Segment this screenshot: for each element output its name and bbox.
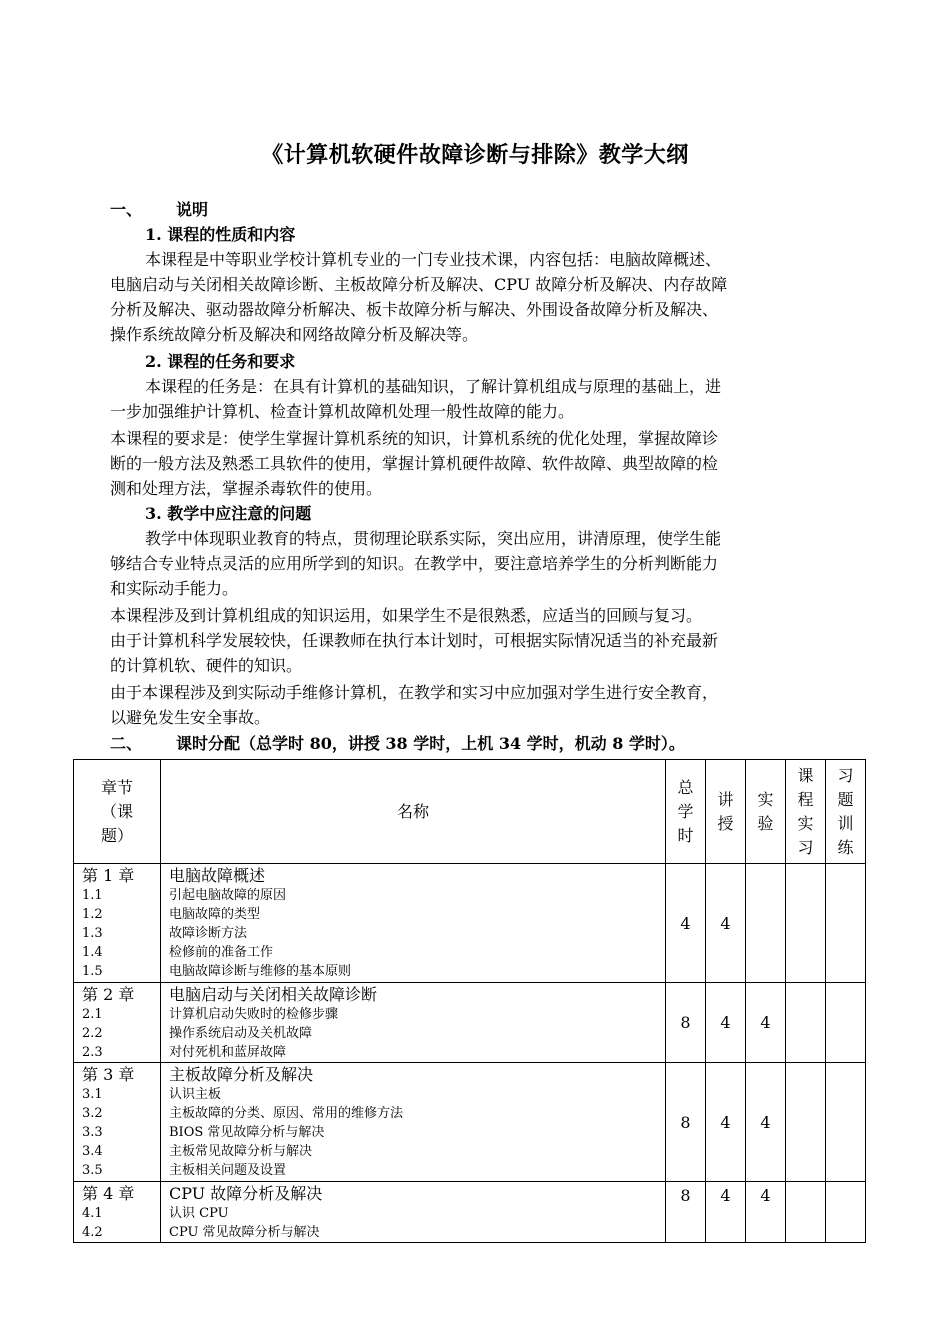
- name-cell: 电脑启动与关闭相关故障诊断 计算机启动失败时的检修步骤 操作系统启动及关机故障 对付死机和蓝屏故障: [161, 983, 666, 1063]
- paragraph-line: 本课程的任务是：在具有计算机的基础知识，了解计算机组成与原理的基础上，进: [145, 377, 722, 396]
- paragraph-line: 本课程是中等职业学校计算机专业的一门专业技术课，内容包括：电脑故障概述、: [145, 250, 722, 269]
- lecture-cell: 4: [706, 1182, 746, 1243]
- table-row: [74, 1182, 866, 1243]
- lab-cell: 4: [746, 1182, 786, 1243]
- lab-cell: [746, 864, 786, 983]
- document-title: 《计算机软硬件故障诊断与排除》教学大纲: [261, 142, 689, 168]
- header-lab: 实 验: [746, 760, 786, 864]
- paragraph-line: 以避免发生安全事故。: [110, 708, 271, 727]
- paragraph-line: 由于计算机科学发展较快，任课教师在执行本计划时，可根据实际情况适当的补充最新: [110, 631, 719, 650]
- section-1-label: 说明: [176, 200, 209, 219]
- exercise-cell: [826, 1063, 866, 1182]
- header-chapter: 章节 （课 题）: [74, 760, 161, 864]
- subsection-2-heading: 2. 课程的任务和要求: [145, 352, 296, 371]
- chapter-cell: 第 2 章 2.1 2.2 2.3: [74, 983, 161, 1063]
- paragraph-line: 本课程涉及到计算机组成的知识运用，如果学生不是很熟悉，应适当的回顾与复习。: [110, 606, 703, 625]
- section-2-heading: [110, 731, 850, 756]
- lecture-cell: 4: [706, 983, 746, 1063]
- paragraph-line: 和实际动手能力。: [110, 579, 239, 598]
- name-cell: 主板故障分析及解决 认识主板 主板故障的分类、原因、常用的维修方法 BIOS 常见故障分析与解决 主板常见故障分析与解决 主板相关问题及设置: [161, 1063, 666, 1182]
- practice-cell: [786, 983, 826, 1063]
- table-row: [74, 864, 866, 983]
- practice-cell: [786, 1182, 826, 1243]
- lab-cell: 4: [746, 1063, 786, 1182]
- exercise-cell: [826, 1182, 866, 1243]
- name-cell: 电脑故障概述 引起电脑故障的原因 电脑故障的类型 故障诊断方法 检修前的准备工作 电脑故障诊断与维修的基本原则: [161, 864, 666, 983]
- header-total-hours: 总 学 时: [666, 760, 706, 864]
- chapter-cell: 第 4 章 4.1 4.2: [74, 1182, 161, 1243]
- paragraph-line: 够结合专业特点灵活的应用所学到的知识。在教学中，要注意培养学生的分析判断能力: [110, 554, 719, 573]
- total-hours-cell: 8: [666, 983, 706, 1063]
- paragraph-line: 测和处理方法，掌握杀毒软件的使用。: [110, 479, 383, 498]
- header-course-practice: 课 程 实 习: [786, 760, 826, 864]
- paragraph-line: 的计算机软、硬件的知识。: [110, 656, 303, 675]
- paragraph-line: 本课程的要求是：使学生掌握计算机系统的知识，计算机系统的优化处理，掌握故障诊: [110, 429, 719, 448]
- lecture-cell: 4: [706, 1063, 746, 1182]
- header-name: 名称: [161, 760, 666, 864]
- section-1-heading: [110, 197, 850, 222]
- lab-cell: 4: [746, 983, 786, 1063]
- lecture-cell: 4: [706, 864, 746, 983]
- paragraph-line: 电脑启动与关闭相关故障诊断、主板故障分析及解决、CPU 故障分析及解决、内存故障: [110, 275, 728, 294]
- exercise-cell: [826, 983, 866, 1063]
- table-row: [74, 983, 866, 1063]
- section-2-label: 课时分配（总学时 80，讲授 38 学时，上机 34 学时，机动 8 学时）。: [176, 734, 685, 753]
- practice-cell: [786, 864, 826, 983]
- section-1-number: 一、: [110, 200, 143, 219]
- header-exercise: 习 题 训 练: [826, 760, 866, 864]
- paragraph-line: 操作系统故障分析及解决和网络故障分析及解决等。: [110, 325, 479, 344]
- practice-cell: [786, 1063, 826, 1182]
- exercise-cell: [826, 864, 866, 983]
- paragraph-line: 由于本课程涉及到实际动手维修计算机，在教学和实习中应加强对学生进行安全教育，: [110, 683, 719, 702]
- total-hours-cell: 8: [666, 1182, 706, 1243]
- table-row: [74, 1063, 866, 1182]
- chapter-cell: 第 1 章 1.1 1.2 1.3 1.4 1.5: [74, 864, 161, 983]
- subsection-3-heading: 3. 教学中应注意的问题: [145, 504, 312, 523]
- total-hours-cell: 4: [666, 864, 706, 983]
- table-header-row: [74, 760, 866, 864]
- name-cell: CPU 故障分析及解决 认识 CPU CPU 常见故障分析与解决: [161, 1182, 666, 1243]
- paragraph-line: 一步加强维护计算机、检查计算机故障机处理一般性故障的能力。: [110, 402, 575, 421]
- paragraph-line: 断的一般方法及熟悉工具软件的使用，掌握计算机硬件故障、软件故障、典型故障的检: [110, 454, 719, 473]
- section-2-number: 二、: [110, 734, 143, 753]
- subsection-1-heading: 1. 课程的性质和内容: [145, 225, 296, 244]
- paragraph-line: 分析及解决、驱动器故障分析解决、板卡故障分析与解决、外围设备故障分析及解决、: [110, 300, 719, 319]
- total-hours-cell: 8: [666, 1063, 706, 1182]
- schedule-table: [73, 759, 866, 1243]
- paragraph-line: 教学中体现职业教育的特点，贯彻理论联系实际，突出应用，讲清原理，使学生能: [145, 529, 722, 548]
- chapter-cell: 第 3 章 3.1 3.2 3.3 3.4 3.5: [74, 1063, 161, 1182]
- header-lecture: 讲 授: [706, 760, 746, 864]
